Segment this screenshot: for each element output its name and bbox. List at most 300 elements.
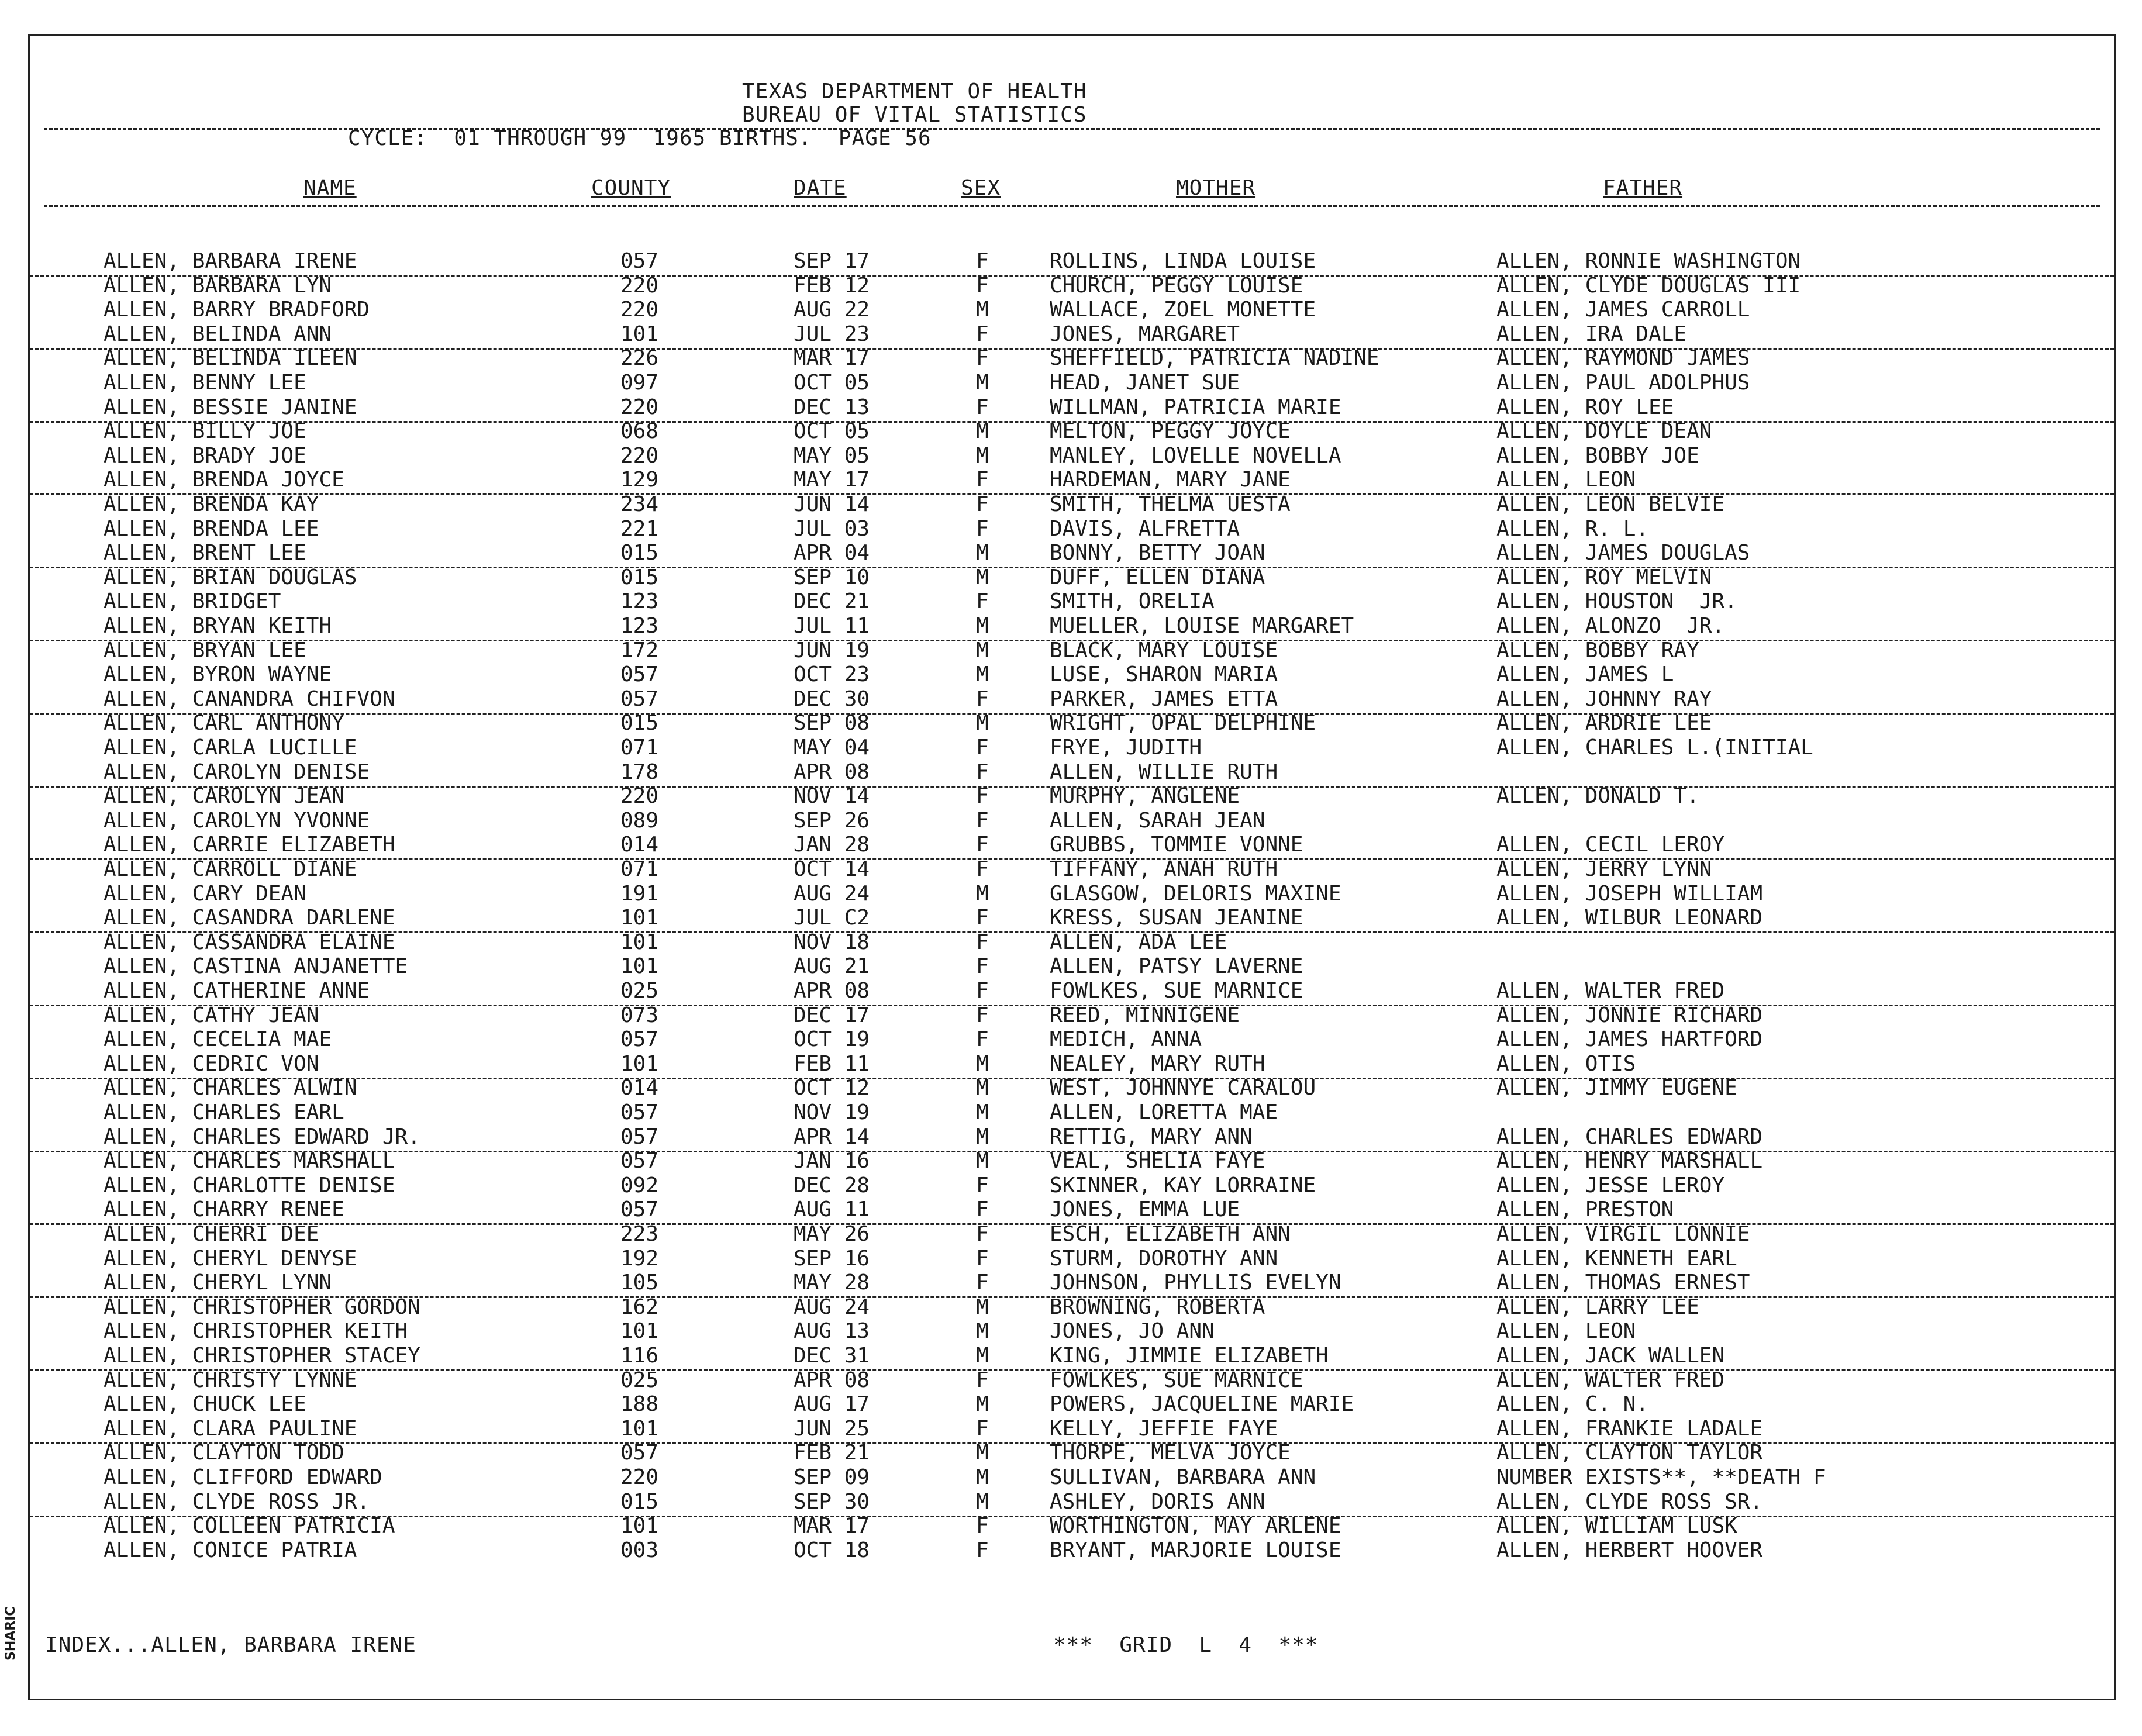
cell-county: 220 <box>620 784 659 809</box>
cell-mother: WALLACE, ZOEL MONETTE <box>1050 298 1316 322</box>
cell-date: JUN 19 <box>794 638 870 662</box>
cell-date: MAY 17 <box>794 468 870 492</box>
cell-name: ALLEN, CARL ANTHONY <box>104 711 344 736</box>
cell-name: ALLEN, CHARLOTTE DENISE <box>104 1173 395 1197</box>
cell-date: SEP 17 <box>794 249 870 273</box>
cell-date: OCT 05 <box>794 419 870 444</box>
cell-mother: ALLEN, WILLIE RUTH <box>1050 760 1278 784</box>
cell-county: 015 <box>620 541 659 565</box>
cell-date: DEC 31 <box>794 1344 870 1368</box>
cell-county: 220 <box>620 298 659 322</box>
cell-sex: F <box>976 808 989 833</box>
cell-name: ALLEN, BELINDA ANN <box>104 322 332 346</box>
cell-mother: LUSE, SHARON MARIA <box>1050 662 1278 687</box>
cell-father: ALLEN, OTIS <box>1496 1051 1636 1076</box>
cell-name: ALLEN, BARRY BRADFORD <box>104 298 370 322</box>
cell-county: 089 <box>620 808 659 833</box>
cell-date: SEP 26 <box>794 808 870 833</box>
cell-mother: CHURCH, PEGGY LOUISE <box>1050 273 1303 298</box>
cell-county: 220 <box>620 395 659 419</box>
cell-sex: F <box>976 395 989 419</box>
table-row <box>30 640 2114 664</box>
cell-father: ALLEN, KENNETH EARL <box>1496 1246 1737 1271</box>
cell-father: ALLEN, CLYDE DOUGLAS III <box>1496 273 1801 298</box>
table-row <box>30 616 2114 641</box>
table-row <box>30 1051 2114 1079</box>
table-row <box>30 1078 2114 1102</box>
cell-mother: RETTIG, MARY ANN <box>1050 1124 1253 1149</box>
cell-sex: M <box>976 1465 989 1489</box>
header-bureau: BUREAU OF VITAL STATISTICS <box>742 103 1087 127</box>
cell-county: 162 <box>620 1295 659 1319</box>
table-row <box>30 348 2114 372</box>
cell-mother: KELLY, JEFFIE FAYE <box>1050 1416 1278 1441</box>
cell-county: 223 <box>620 1222 659 1246</box>
cell-mother: KING, JIMMIE ELIZABETH <box>1050 1344 1329 1368</box>
cell-mother: SKINNER, KAY LORRAINE <box>1050 1173 1316 1197</box>
cell-sex: F <box>976 1027 989 1052</box>
cell-name: ALLEN, BRENT LEE <box>104 541 306 565</box>
cell-father: ALLEN, VIRGIL LONNIE <box>1496 1222 1750 1246</box>
cell-sex: F <box>976 1173 989 1197</box>
cell-father: ALLEN, RONNIE WASHINGTON <box>1496 249 1801 273</box>
cell-father: ALLEN, CLAYTON TAYLOR <box>1496 1441 1763 1465</box>
cell-date: DEC 17 <box>794 1003 870 1027</box>
cell-father: ALLEN, CLYDE ROSS SR. <box>1496 1489 1763 1514</box>
cell-sex: M <box>976 711 989 736</box>
cell-date: FEB 11 <box>794 1051 870 1076</box>
cell-name: ALLEN, CATHERINE ANNE <box>104 979 370 1003</box>
cell-sex: M <box>976 1100 989 1124</box>
cell-father: ALLEN, DONALD T. <box>1496 784 1699 809</box>
cell-father: ALLEN, ROY MELVIN <box>1496 565 1712 589</box>
cell-county: 116 <box>620 1344 659 1368</box>
cell-sex: F <box>976 760 989 784</box>
cell-name: ALLEN, BRYAN KEITH <box>104 614 332 638</box>
cell-name: ALLEN, CHERRI DEE <box>104 1222 319 1246</box>
cell-name: ALLEN, BILLY JOE <box>104 419 306 444</box>
cell-date: JUN 14 <box>794 492 870 516</box>
cell-father: ALLEN, LEON <box>1496 1319 1636 1344</box>
cell-name: ALLEN, CHARLES EDWARD JR. <box>104 1124 420 1149</box>
cell-sex: M <box>976 541 989 565</box>
cell-date: SEP 16 <box>794 1246 870 1271</box>
cell-county: 025 <box>620 1368 659 1392</box>
cell-county: 220 <box>620 273 659 298</box>
cell-sex: F <box>976 686 989 711</box>
cell-county: 057 <box>620 1197 659 1222</box>
cell-county: 101 <box>620 1514 659 1538</box>
cell-county: 057 <box>620 1100 659 1124</box>
cell-county: 057 <box>620 1441 659 1465</box>
cell-father: ALLEN, JOHNNY RAY <box>1496 686 1712 711</box>
cell-date: MAY 28 <box>794 1271 870 1295</box>
cell-county: 057 <box>620 249 659 273</box>
cell-name: ALLEN, BRENDA JOYCE <box>104 468 344 492</box>
cell-county: 057 <box>620 686 659 711</box>
cell-sex: M <box>976 1344 989 1368</box>
cell-date: JUL 03 <box>794 516 870 541</box>
cell-sex: F <box>976 1246 989 1271</box>
cell-mother: HEAD, JANET SUE <box>1050 371 1240 395</box>
cell-date: NOV 14 <box>794 784 870 809</box>
cell-county: 234 <box>620 492 659 516</box>
cell-date: MAR 17 <box>794 1514 870 1538</box>
cell-date: JAN 16 <box>794 1149 870 1174</box>
col-header-county: COUNTY <box>591 176 671 200</box>
table-row <box>30 567 2114 591</box>
cell-county: 129 <box>620 468 659 492</box>
cell-name: ALLEN, CASSANDRA ELAINE <box>104 930 395 954</box>
cell-father: ALLEN, LARRY LEE <box>1496 1295 1699 1319</box>
cell-county: 014 <box>620 1076 659 1100</box>
cell-sex: F <box>976 322 989 346</box>
table-row <box>30 859 2114 883</box>
cell-date: APR 08 <box>794 979 870 1003</box>
cell-county: 071 <box>620 736 659 760</box>
table-row <box>30 737 2114 761</box>
cell-father: ALLEN, CECIL LEROY <box>1496 833 1725 857</box>
header-cycle: CYCLE: 01 THROUGH 99 1965 BIRTHS. PAGE 56 <box>348 126 932 150</box>
cell-sex: M <box>976 662 989 687</box>
cell-mother: DAVIS, ALFRETTA <box>1050 516 1240 541</box>
cell-name: ALLEN, CASANDRA DARLENE <box>104 906 395 930</box>
cell-county: 220 <box>620 1465 659 1489</box>
cell-name: ALLEN, CANANDRA CHIFVON <box>104 686 395 711</box>
cell-mother: ASHLEY, DORIS ANN <box>1050 1489 1265 1514</box>
cell-date: AUG 21 <box>794 954 870 979</box>
table-row <box>30 324 2114 350</box>
cell-mother: HARDEMAN, MARY JANE <box>1050 468 1291 492</box>
cell-father: ALLEN, CHARLES EDWARD <box>1496 1124 1763 1149</box>
cell-county: 101 <box>620 930 659 954</box>
cell-father: ALLEN, ARDRIE LEE <box>1496 711 1712 736</box>
cell-name: ALLEN, BESSIE JANINE <box>104 395 357 419</box>
cell-sex: F <box>976 516 989 541</box>
cell-sex: F <box>976 979 989 1003</box>
cell-county: 101 <box>620 1051 659 1076</box>
cell-name: ALLEN, CHRISTOPHER KEITH <box>104 1319 408 1344</box>
footer-grid: *** GRID L 4 *** <box>1053 1633 1319 1657</box>
cell-date: JUL 23 <box>794 322 870 346</box>
cell-date: SEP 08 <box>794 711 870 736</box>
cell-county: 057 <box>620 1124 659 1149</box>
cell-name: ALLEN, BELINDA ILEEN <box>104 346 357 371</box>
cell-father: ALLEN, PAUL ADOLPHUS <box>1496 371 1750 395</box>
cell-date: SEP 09 <box>794 1465 870 1489</box>
cell-father: ALLEN, WALTER FRED <box>1496 979 1725 1003</box>
cell-county: 101 <box>620 906 659 930</box>
cell-date: OCT 19 <box>794 1027 870 1052</box>
cell-date: AUG 11 <box>794 1197 870 1222</box>
table-row <box>30 713 2114 737</box>
cell-name: ALLEN, BRADY JOE <box>104 443 306 468</box>
cell-date: MAY 05 <box>794 443 870 468</box>
cell-date: DEC 21 <box>794 589 870 614</box>
cell-mother: PARKER, JAMES ETTA <box>1050 686 1278 711</box>
table-row <box>30 981 2114 1006</box>
cell-sex: M <box>976 1319 989 1344</box>
cell-county: 015 <box>620 565 659 589</box>
table-row <box>30 786 2114 810</box>
table-row <box>30 372 2114 396</box>
cell-father: ALLEN, JAMES CARROLL <box>1496 298 1750 322</box>
table-row <box>30 1151 2114 1175</box>
cell-name: ALLEN, CHERYL DENYSE <box>104 1246 357 1271</box>
cell-mother: GLASGOW, DELORIS MAXINE <box>1050 881 1341 906</box>
table-row <box>30 1345 2114 1371</box>
cell-mother: STURM, DOROTHY ANN <box>1050 1246 1278 1271</box>
table-row <box>30 1272 2114 1298</box>
cell-mother: GRUBBS, TOMMIE VONNE <box>1050 833 1303 857</box>
col-header-date: DATE <box>794 176 847 200</box>
table-row <box>30 1370 2114 1394</box>
cell-sex: M <box>976 419 989 444</box>
cell-father: ALLEN, IRA DALE <box>1496 322 1687 346</box>
cell-sex: M <box>976 565 989 589</box>
table-row <box>30 1102 2114 1126</box>
cell-date: JUL 11 <box>794 614 870 638</box>
cell-name: ALLEN, CAROLYN YVONNE <box>104 808 370 833</box>
cell-name: ALLEN, CHUCK LEE <box>104 1392 306 1417</box>
table-row <box>30 494 2114 518</box>
cell-county: 178 <box>620 760 659 784</box>
cell-name: ALLEN, BARBARA IRENE <box>104 249 357 273</box>
cell-father: ALLEN, RAYMOND JAMES <box>1496 346 1750 371</box>
cell-mother: KRESS, SUSAN JEANINE <box>1050 906 1303 930</box>
cell-mother: WORTHINGTON, MAY ARLENE <box>1050 1514 1341 1538</box>
cell-county: 097 <box>620 371 659 395</box>
cell-sex: F <box>976 249 989 273</box>
cell-mother: WEST, JOHNNYE CARALOU <box>1050 1076 1316 1100</box>
cell-name: ALLEN, BARBARA LYN <box>104 273 332 298</box>
cell-sex: M <box>976 1051 989 1076</box>
cell-county: 014 <box>620 833 659 857</box>
cell-father: ALLEN, HENRY MARSHALL <box>1496 1149 1763 1174</box>
cell-county: 123 <box>620 614 659 638</box>
cell-mother: VEAL, SHELIA FAYE <box>1050 1149 1265 1174</box>
cell-father: NUMBER EXISTS**, **DEATH F <box>1496 1465 1826 1489</box>
cell-sex: F <box>976 1514 989 1538</box>
cell-father: ALLEN, HERBERT HOOVER <box>1496 1538 1763 1562</box>
cell-father: ALLEN, WILLIAM LUSK <box>1496 1514 1737 1538</box>
cell-father: ALLEN, ALONZO JR. <box>1496 614 1725 638</box>
cell-mother: FRYE, JUDITH <box>1050 736 1202 760</box>
table-row <box>30 664 2114 688</box>
cell-county: 025 <box>620 979 659 1003</box>
cell-mother: ALLEN, PATSY LAVERNE <box>1050 954 1303 979</box>
cell-name: ALLEN, BRIAN DOUGLAS <box>104 565 357 589</box>
cell-date: MAY 26 <box>794 1222 870 1246</box>
cell-mother: REED, MINNIGENE <box>1050 1003 1240 1027</box>
cell-mother: BONNY, BETTY JOAN <box>1050 541 1265 565</box>
cell-father: ALLEN, JAMES L <box>1496 662 1674 687</box>
cell-date: MAR 17 <box>794 346 870 371</box>
cell-county: 188 <box>620 1392 659 1417</box>
cell-county: 101 <box>620 954 659 979</box>
cell-date: DEC 28 <box>794 1173 870 1197</box>
table-row <box>30 516 2114 543</box>
table-row <box>30 299 2114 323</box>
cell-sex: F <box>976 1003 989 1027</box>
table-row <box>30 810 2114 834</box>
cell-mother: THORPE, MELVA JOYCE <box>1050 1441 1291 1465</box>
cell-father: ALLEN, CHARLES L.(INITIAL <box>1496 736 1813 760</box>
cell-county: 092 <box>620 1173 659 1197</box>
cell-mother: SMITH, THELMA UESTA <box>1050 492 1291 516</box>
cell-name: ALLEN, CAROLYN DENISE <box>104 760 370 784</box>
table-row <box>30 1248 2114 1272</box>
cell-sex: M <box>976 443 989 468</box>
cell-sex: F <box>976 736 989 760</box>
table-row <box>30 591 2114 615</box>
cell-father: ALLEN, JAMES HARTFORD <box>1496 1027 1763 1052</box>
col-header-name: NAME <box>303 176 357 200</box>
cell-date: OCT 18 <box>794 1538 870 1562</box>
cell-date: APR 08 <box>794 1368 870 1392</box>
cell-county: 003 <box>620 1538 659 1562</box>
table-row <box>30 1442 2114 1466</box>
cell-mother: NEALEY, MARY RUTH <box>1050 1051 1265 1076</box>
cell-mother: SHEFFIELD, PATRICIA NADINE <box>1050 346 1379 371</box>
table-row <box>30 1199 2114 1225</box>
cell-mother: ALLEN, ADA LEE <box>1050 930 1227 954</box>
cell-name: ALLEN, COLLEEN PATRICIA <box>104 1514 395 1538</box>
cell-date: APR 08 <box>794 760 870 784</box>
table-row <box>30 251 2114 277</box>
cell-county: 105 <box>620 1271 659 1295</box>
cell-date: APR 14 <box>794 1124 870 1149</box>
cell-sex: F <box>976 589 989 614</box>
cell-name: ALLEN, CONICE PATRIA <box>104 1538 357 1562</box>
table-row <box>30 1489 2114 1517</box>
cell-sex: F <box>976 1368 989 1392</box>
cell-sex: M <box>976 1489 989 1514</box>
cell-sex: F <box>976 784 989 809</box>
cell-county: 057 <box>620 1149 659 1174</box>
cell-date: DEC 30 <box>794 686 870 711</box>
cell-date: SEP 10 <box>794 565 870 589</box>
cell-mother: BROWNING, ROBERTA <box>1050 1295 1265 1319</box>
cell-mother: BLACK, MARY LOUISE <box>1050 638 1278 662</box>
cell-father: ALLEN, JAMES DOUGLAS <box>1496 541 1750 565</box>
cell-sex: F <box>976 1222 989 1246</box>
cell-father: ALLEN, HOUSTON JR. <box>1496 589 1737 614</box>
cell-name: ALLEN, CASTINA ANJANETTE <box>104 954 408 979</box>
cell-sex: M <box>976 371 989 395</box>
cell-name: ALLEN, CHARLES ALWIN <box>104 1076 357 1100</box>
cell-mother: FOWLKES, SUE MARNICE <box>1050 979 1303 1003</box>
cell-father: ALLEN, JOSEPH WILLIAM <box>1496 881 1763 906</box>
cell-date: AUG 13 <box>794 1319 870 1344</box>
cell-sex: F <box>976 273 989 298</box>
table-row <box>30 907 2114 933</box>
table-row <box>30 543 2114 568</box>
cell-father: ALLEN, JONNIE RICHARD <box>1496 1003 1763 1027</box>
cell-sex: M <box>976 638 989 662</box>
cell-county: 101 <box>620 1416 659 1441</box>
cell-county: 057 <box>620 1027 659 1052</box>
cell-sex: F <box>976 930 989 954</box>
table-row <box>30 275 2114 299</box>
cell-name: ALLEN, CARROLL DIANE <box>104 857 357 881</box>
cell-name: ALLEN, CLARA PAULINE <box>104 1416 357 1441</box>
table-row <box>30 1467 2114 1491</box>
cell-date: DEC 13 <box>794 395 870 419</box>
cell-sex: F <box>976 1197 989 1222</box>
cell-mother: MUELLER, LOUISE MARGARET <box>1050 614 1354 638</box>
cell-sex: M <box>976 1076 989 1100</box>
cell-mother: ROLLINS, LINDA LOUISE <box>1050 249 1316 273</box>
cell-county: 071 <box>620 857 659 881</box>
cell-father: ALLEN, FRANKIE LADALE <box>1496 1416 1763 1441</box>
cell-father: ALLEN, R. L. <box>1496 516 1649 541</box>
cell-sex: F <box>976 468 989 492</box>
cell-date: AUG 24 <box>794 1295 870 1319</box>
cell-father: ALLEN, JACK WALLEN <box>1496 1344 1725 1368</box>
table-row <box>30 1516 2114 1540</box>
cell-sex: M <box>976 1149 989 1174</box>
cell-name: ALLEN, CHARLES MARSHALL <box>104 1149 395 1174</box>
table-row <box>30 1224 2114 1248</box>
cell-sex: M <box>976 1124 989 1149</box>
cell-father: ALLEN, C. N. <box>1496 1392 1649 1417</box>
cell-mother: BRYANT, MARJORIE LOUISE <box>1050 1538 1341 1562</box>
cell-name: ALLEN, CHERYL LYNN <box>104 1271 332 1295</box>
cell-name: ALLEN, BRIDGET <box>104 589 281 614</box>
table-row <box>30 397 2114 423</box>
table-row <box>30 686 2114 715</box>
cell-sex: F <box>976 1416 989 1441</box>
cell-name: ALLEN, CLAYTON TODD <box>104 1441 344 1465</box>
cell-county: 015 <box>620 711 659 736</box>
cell-mother: JOHNSON, PHYLLIS EVELYN <box>1050 1271 1341 1295</box>
cell-name: ALLEN, CHARLES EARL <box>104 1100 344 1124</box>
cell-mother: JONES, EMMA LUE <box>1050 1197 1240 1222</box>
cell-date: AUG 17 <box>794 1392 870 1417</box>
cell-mother: ALLEN, SARAH JEAN <box>1050 808 1265 833</box>
table-row <box>30 1029 2114 1053</box>
cell-sex: F <box>976 857 989 881</box>
cell-sex: M <box>976 1295 989 1319</box>
cell-sex: F <box>976 833 989 857</box>
table-row <box>30 1540 2114 1564</box>
side-label: SHARIC <box>4 1606 18 1661</box>
cell-name: ALLEN, CEDRIC VON <box>104 1051 319 1076</box>
table-row <box>30 1005 2114 1029</box>
cell-name: ALLEN, BRENDA LEE <box>104 516 319 541</box>
cell-sex: M <box>976 614 989 638</box>
cell-county: 220 <box>620 443 659 468</box>
cell-county: 226 <box>620 346 659 371</box>
cell-name: ALLEN, BRENDA KAY <box>104 492 319 516</box>
cell-mother: MELTON, PEGGY JOYCE <box>1050 419 1291 444</box>
table-row <box>30 1394 2114 1418</box>
cell-county: 068 <box>620 419 659 444</box>
cell-father: ALLEN, BOBBY JOE <box>1496 443 1699 468</box>
cell-mother: SULLIVAN, BARBARA ANN <box>1050 1465 1316 1489</box>
cell-county: 015 <box>620 1489 659 1514</box>
cell-county: 101 <box>620 1319 659 1344</box>
cell-name: ALLEN, CHRISTOPHER STACEY <box>104 1344 420 1368</box>
table-row <box>30 834 2114 860</box>
cell-mother: WRIGHT, OPAL DELPHINE <box>1050 711 1316 736</box>
cell-name: ALLEN, CHRISTOPHER GORDON <box>104 1295 420 1319</box>
table-row <box>30 956 2114 980</box>
cell-father: ALLEN, BOBBY RAY <box>1496 638 1699 662</box>
cell-county: 073 <box>620 1003 659 1027</box>
cell-father: ALLEN, LEON BELVIE <box>1496 492 1725 516</box>
